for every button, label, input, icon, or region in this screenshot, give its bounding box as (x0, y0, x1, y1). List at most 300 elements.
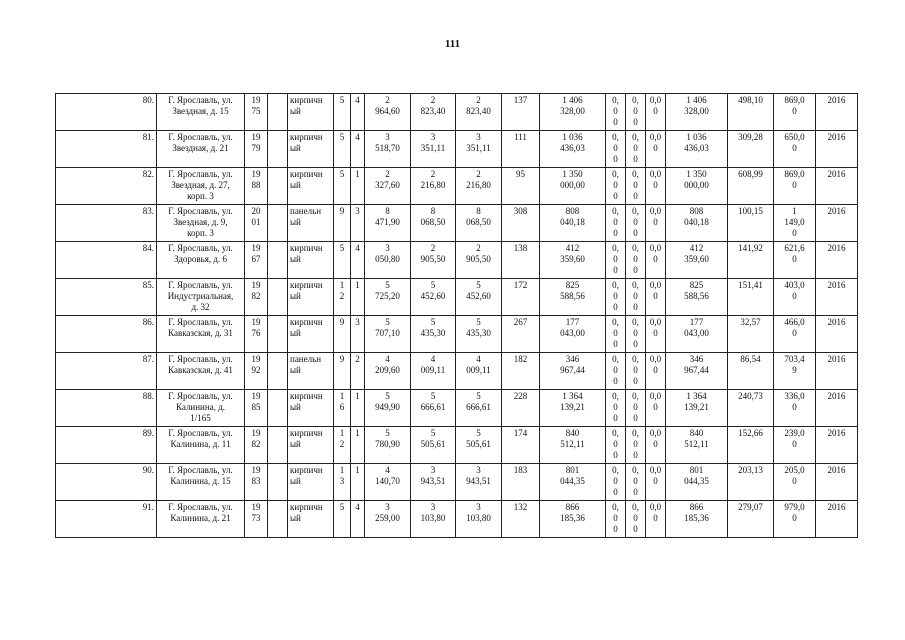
cell-line: кирпичн (290, 502, 323, 512)
region-share-cell (626, 390, 646, 427)
table-row (56, 242, 858, 279)
cell-line: 267 (513, 317, 528, 327)
residential-area-cell (411, 94, 456, 131)
total-cost-cell (540, 94, 606, 131)
owners-cost-cell (666, 168, 728, 205)
cell-line: 0 (792, 402, 797, 412)
cell-line: 5 (339, 243, 345, 253)
cell-line: 137 (513, 95, 528, 105)
cell-line: 403,0 (784, 280, 805, 290)
entrances-cell (351, 501, 365, 538)
cell-line: ый (290, 476, 301, 486)
wall-material-cell (288, 316, 334, 353)
cell-line: ый (290, 513, 301, 523)
cell-line: 01 (251, 217, 261, 227)
city-share-cell (646, 353, 666, 390)
year-cell (245, 94, 268, 131)
cell-line: 73 (251, 513, 261, 523)
entrances-cell (351, 353, 365, 390)
unit-cost-cell (728, 353, 774, 390)
cell-line: 1 364 (562, 391, 583, 401)
cell-line: 1 (339, 428, 345, 438)
unit-cost-cell (728, 279, 774, 316)
cell-line: кирпичн (290, 169, 323, 179)
city-share-cell (646, 390, 666, 427)
cell-line: 4 (430, 354, 436, 364)
cell-line: 0 (613, 365, 618, 375)
cell-line: кирпичн (290, 317, 323, 327)
cell-line: 3 (355, 317, 360, 327)
total-area-cell (365, 427, 411, 464)
cell-line: 2016 (827, 206, 846, 216)
cell-line: 2016 (827, 354, 846, 364)
cell-line: 216,80 (466, 180, 491, 190)
total-area-cell (365, 464, 411, 501)
completion-year-cell (816, 205, 858, 242)
region-share-cell (626, 242, 646, 279)
residents-cell (502, 131, 540, 168)
cell-line: 0 (792, 476, 797, 486)
flat-area-cell (456, 464, 502, 501)
cell-line: Калинина, д. 11 (170, 439, 231, 449)
cell-line: 5 (430, 317, 436, 327)
total-area-cell (365, 131, 411, 168)
cell-line: 3 (385, 132, 390, 142)
cell-line: 2 (339, 291, 345, 301)
cell-line: 068,50 (466, 217, 491, 227)
cell-line: 0, (632, 317, 639, 327)
cell-line: 0 (653, 106, 658, 116)
cell-line: 2016 (827, 317, 846, 327)
cell-line: 3 (476, 502, 481, 512)
cell-line: 0 (633, 191, 638, 201)
completion-year-cell (816, 168, 858, 205)
row-number: 83. (56, 205, 157, 242)
cell-line: 1 406 (686, 95, 707, 105)
owners-cost-cell (666, 501, 728, 538)
cell-line: 67 (251, 254, 261, 264)
cell-line: Здоровья, д. 6 (174, 254, 227, 264)
cell-line: 0,0 (649, 354, 662, 364)
cell-line: 0 (633, 365, 638, 375)
cell-line: 0 (653, 513, 658, 523)
row-number: 81. (56, 131, 157, 168)
cell-line: 0 (613, 439, 618, 449)
cell-line: 0 (613, 328, 618, 338)
cell-line: Г. Ярославль, ул. (168, 95, 233, 105)
cell-line: 0, (612, 169, 619, 179)
cell-line: 5 (385, 428, 390, 438)
cell-line: 0 (792, 254, 797, 264)
region-share-cell (626, 353, 646, 390)
cell-line: 2 (355, 354, 360, 364)
completion-year-cell (816, 390, 858, 427)
total-area-cell (365, 390, 411, 427)
wall-material-cell (288, 501, 334, 538)
row-number: 82. (56, 168, 157, 205)
wall-material-cell (288, 390, 334, 427)
cell-line: 336,0 (784, 391, 805, 401)
cell-line: 825 (689, 280, 704, 290)
entrances-cell (351, 316, 365, 353)
entrances-cell (351, 94, 365, 131)
cell-line: Г. Ярославль, ул. (168, 169, 233, 179)
max-unit-cost-cell (774, 501, 816, 538)
fund-share-cell (606, 353, 626, 390)
completion-year-cell (816, 501, 858, 538)
cell-line: 0,0 (649, 428, 662, 438)
cell-line: 2016 (827, 280, 846, 290)
cell-line: 979,0 (784, 502, 805, 512)
empty-cell (268, 168, 288, 205)
owners-cost-cell (666, 316, 728, 353)
cell-line: 0, (612, 391, 619, 401)
cell-line: ый (290, 254, 301, 264)
cell-line: 801 (565, 465, 580, 475)
fund-share-cell (606, 427, 626, 464)
city-share-cell (646, 427, 666, 464)
cell-line: Звездная, д. 21 (172, 143, 229, 153)
cell-line: 83 (251, 476, 261, 486)
cell-line: Калинина, д. (175, 402, 226, 412)
residential-area-cell (411, 501, 456, 538)
cell-line: 0, (632, 354, 639, 364)
cell-line: 5 (385, 280, 390, 290)
cell-line: 808 (689, 206, 704, 216)
cell-line: 1/165 (190, 413, 211, 423)
city-share-cell (646, 316, 666, 353)
cell-line: 149,0 (784, 217, 805, 227)
cell-line: 0 (633, 265, 638, 275)
cell-line: кирпичн (290, 280, 323, 290)
cell-line: 0,0 (649, 132, 662, 142)
floors-cell (334, 131, 351, 168)
cell-line: 0 (633, 291, 638, 301)
floors-cell (334, 168, 351, 205)
cell-line: 0,0 (649, 169, 662, 179)
empty-cell (268, 205, 288, 242)
cell-line: Г. Ярославль, ул. (168, 280, 233, 290)
table-row (56, 316, 858, 353)
cell-line: 328,00 (684, 106, 709, 116)
floors-cell (334, 427, 351, 464)
cell-line: 0 (792, 106, 797, 116)
total-cost-cell (540, 279, 606, 316)
cell-line: 9 (339, 206, 345, 216)
owners-cost-cell (666, 94, 728, 131)
residents-cell (502, 279, 540, 316)
cell-line: 1 406 (562, 95, 583, 105)
cell-line: 2016 (827, 132, 846, 142)
entrances-cell (351, 242, 365, 279)
flat-area-cell (456, 316, 502, 353)
cell-line: 0, (612, 465, 619, 475)
fund-share-cell (606, 94, 626, 131)
cell-line: 0 (613, 217, 618, 227)
cell-line: 19 (251, 354, 261, 364)
cell-line: 0 (613, 254, 618, 264)
cell-line: 1 036 (686, 132, 707, 142)
cell-line: 327,60 (375, 180, 400, 190)
residential-area-cell (411, 168, 456, 205)
cell-line: 172 (513, 280, 528, 290)
cell-line: 185,36 (684, 513, 709, 523)
cell-line: корп. 3 (187, 228, 214, 238)
total-cost-cell (540, 168, 606, 205)
total-cost-cell (540, 464, 606, 501)
cell-line: 174 (513, 428, 528, 438)
cell-line: 452,60 (420, 291, 446, 301)
cell-line: 0 (613, 265, 618, 275)
cell-line: 177 (565, 317, 580, 327)
cell-line: 239,0 (784, 428, 805, 438)
cell-line: 76 (251, 328, 261, 338)
cell-line: 0,0 (649, 317, 662, 327)
cell-line: 5 (476, 391, 481, 401)
cell-line: 009,11 (466, 365, 491, 375)
cell-line: 2016 (827, 169, 846, 179)
cell-line: 2016 (827, 391, 846, 401)
cell-line: 0, (632, 95, 639, 105)
cell-line: 177 (689, 317, 704, 327)
cell-line: 5 (476, 317, 481, 327)
address-cell (157, 94, 245, 131)
cell-line: 359,60 (684, 254, 709, 264)
year-cell (245, 353, 268, 390)
cell-line: ый (290, 217, 301, 227)
cell-line: Калинина, д. 21 (170, 513, 231, 523)
row-number: 89. (56, 427, 157, 464)
cell-line: 0 (633, 154, 638, 164)
cell-line: 0 (633, 487, 638, 497)
cell-line: 0, (632, 169, 639, 179)
wall-material-cell (288, 94, 334, 131)
address-cell (157, 131, 245, 168)
cell-line: 3 (339, 476, 345, 486)
cell-line: 0 (633, 117, 638, 127)
cell-line: 19 (251, 95, 261, 105)
cell-line: 152,66 (738, 428, 763, 438)
cell-line: 92 (251, 365, 261, 375)
cell-line: Индустриальная, (167, 291, 234, 301)
cell-line: 138 (513, 243, 528, 253)
entrances-cell (351, 131, 365, 168)
cell-line: 050,80 (375, 254, 400, 264)
cell-line: 0 (613, 180, 618, 190)
owners-cost-cell (666, 353, 728, 390)
cell-line: 205,0 (784, 465, 805, 475)
unit-cost-cell (728, 316, 774, 353)
flat-area-cell (456, 390, 502, 427)
cell-line: 505,61 (420, 439, 446, 449)
cell-line: 498,10 (738, 95, 763, 105)
cell-line: 840 (565, 428, 580, 438)
city-share-cell (646, 501, 666, 538)
cell-line: 279,07 (738, 502, 763, 512)
cell-line: 139,21 (560, 402, 585, 412)
cell-line: 5 (430, 280, 436, 290)
cell-line: 4 (355, 95, 360, 105)
cell-line: 5 (385, 391, 390, 401)
cell-line: 4 (355, 502, 360, 512)
owners-cost-cell (666, 131, 728, 168)
max-unit-cost-cell (774, 242, 816, 279)
cell-line: ый (290, 143, 301, 153)
address-cell (157, 316, 245, 353)
cell-line: 1 350 (686, 169, 707, 179)
cell-line: 0 (613, 402, 618, 412)
flat-area-cell (456, 427, 502, 464)
cell-line: 435,30 (466, 328, 491, 338)
cell-line: 0 (792, 439, 797, 449)
cell-line: ый (290, 439, 301, 449)
residents-cell (502, 390, 540, 427)
table-row (56, 131, 858, 168)
floors-cell (334, 205, 351, 242)
table-row (56, 464, 858, 501)
cell-line: кирпичн (290, 95, 323, 105)
cell-line: 8 (476, 206, 481, 216)
cell-line: 0 (633, 143, 638, 153)
year-cell (245, 464, 268, 501)
cell-line: 0 (653, 217, 658, 227)
cell-line: 19 (251, 428, 261, 438)
cell-line: 666,61 (420, 402, 446, 412)
cell-line: 1 350 (562, 169, 583, 179)
unit-cost-cell (728, 131, 774, 168)
cell-line: 0,0 (649, 243, 662, 253)
entrances-cell (351, 390, 365, 427)
cell-line: 0 (613, 339, 618, 349)
cell-line: 5 (339, 132, 345, 142)
residents-cell (502, 501, 540, 538)
cell-line: 0 (633, 413, 638, 423)
cell-line: 801 (689, 465, 704, 475)
completion-year-cell (816, 131, 858, 168)
floors-cell (334, 464, 351, 501)
residential-area-cell (411, 279, 456, 316)
cell-line: 103,80 (466, 513, 491, 523)
cell-line: 3 (385, 502, 390, 512)
cell-line: 19 (251, 132, 261, 142)
region-share-cell (626, 501, 646, 538)
owners-cost-cell (666, 390, 728, 427)
cell-line: 103,80 (420, 513, 446, 523)
cell-line: 466,0 (784, 317, 805, 327)
cell-line: 0, (612, 280, 619, 290)
address-cell (157, 205, 245, 242)
cell-line: 0 (792, 143, 797, 153)
empty-cell (268, 427, 288, 464)
city-share-cell (646, 131, 666, 168)
max-unit-cost-cell (774, 427, 816, 464)
cell-line: 0 (653, 476, 658, 486)
total-area-cell (365, 94, 411, 131)
cell-line: 0,0 (649, 502, 662, 512)
cell-line: 141,92 (738, 243, 763, 253)
wall-material-cell (288, 464, 334, 501)
cell-line: Г. Ярославль, ул. (168, 428, 233, 438)
wall-material-cell (288, 131, 334, 168)
table-row (56, 279, 858, 316)
cell-line: 0 (633, 524, 638, 534)
empty-cell (268, 501, 288, 538)
cell-line: Г. Ярославль, ул. (168, 502, 233, 512)
total-cost-cell (540, 316, 606, 353)
cell-line: 0, (632, 428, 639, 438)
cell-line: 0 (633, 180, 638, 190)
entrances-cell (351, 279, 365, 316)
cell-line: 040,18 (560, 217, 585, 227)
cell-line: 0 (613, 524, 618, 534)
cell-line: 4 (385, 354, 390, 364)
empty-cell (268, 316, 288, 353)
cell-line: 88 (251, 180, 261, 190)
cell-line: 4 (476, 354, 481, 364)
cell-line: 0 (653, 328, 658, 338)
max-unit-cost-cell (774, 316, 816, 353)
region-share-cell (626, 464, 646, 501)
cell-line: 308 (513, 206, 528, 216)
cell-line: 20 (251, 206, 261, 216)
cell-line: 19 (251, 169, 261, 179)
residents-cell (502, 427, 540, 464)
total-area-cell (365, 279, 411, 316)
cell-line: 0 (653, 439, 658, 449)
cell-line: 000,00 (684, 180, 709, 190)
cell-line: 5 (430, 428, 436, 438)
total-cost-cell (540, 501, 606, 538)
row-number: 87. (56, 353, 157, 390)
cell-line: 9 (339, 354, 345, 364)
cell-line: Кавказская, д. 41 (168, 365, 233, 375)
cell-line: 0 (613, 487, 618, 497)
total-cost-cell (540, 353, 606, 390)
fund-share-cell (606, 131, 626, 168)
empty-cell (268, 131, 288, 168)
residents-cell (502, 242, 540, 279)
address-cell (157, 390, 245, 427)
region-share-cell (626, 94, 646, 131)
total-area-cell (365, 353, 411, 390)
total-area-cell (365, 168, 411, 205)
max-unit-cost-cell (774, 464, 816, 501)
address-cell (157, 427, 245, 464)
address-cell (157, 168, 245, 205)
row-number: 90. (56, 464, 157, 501)
cell-line: 346 (565, 354, 580, 364)
total-cost-cell (540, 205, 606, 242)
cell-line: 725,20 (375, 291, 400, 301)
cell-line: 3 (430, 465, 436, 475)
cell-line: 19 (251, 391, 261, 401)
cell-line: 608,99 (738, 169, 763, 179)
cell-line: 518,70 (375, 143, 400, 153)
owners-cost-cell (666, 464, 728, 501)
residents-cell (502, 205, 540, 242)
floors-cell (334, 390, 351, 427)
row-number: 86. (56, 316, 157, 353)
cell-line: 0 (633, 228, 638, 238)
city-share-cell (646, 464, 666, 501)
cell-line: 0 (792, 291, 797, 301)
flat-area-cell (456, 501, 502, 538)
cell-line: 0 (633, 254, 638, 264)
cell-line: Звездная, д. 15 (172, 106, 229, 116)
wall-material-cell (288, 205, 334, 242)
cell-line: 949,90 (375, 402, 400, 412)
cell-line: 4 (355, 132, 360, 142)
